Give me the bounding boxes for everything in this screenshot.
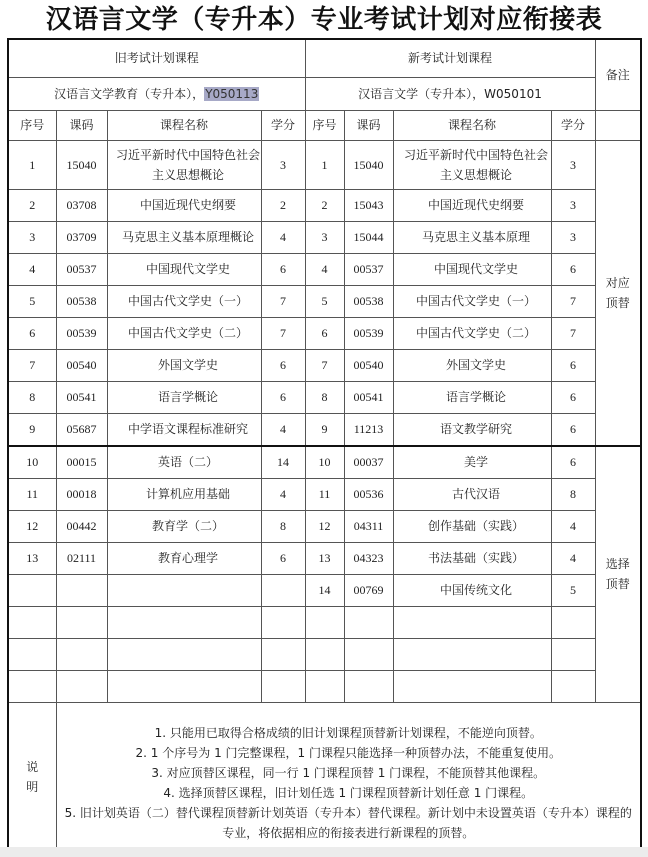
new-name-cell: 古代汉语 — [393, 478, 551, 510]
old-name-cell: 中国古代文学史（一） — [107, 285, 261, 317]
table-row — [8, 349, 641, 381]
table-row — [8, 413, 641, 446]
new-seq-cell: 3 — [305, 221, 344, 253]
new-code-cell: 00769 — [344, 574, 393, 606]
new-name-cell — [393, 670, 551, 702]
table-row — [8, 574, 641, 606]
new-name-cell: 语文教学研究 — [393, 413, 551, 446]
old-code-cell: 00538 — [56, 285, 107, 317]
old-credit-cell — [261, 574, 305, 606]
new-credit-cell: 6 — [551, 446, 595, 478]
new-seq-cell: 4 — [305, 253, 344, 285]
old-credit-cell: 2 — [261, 189, 305, 221]
old-seq-cell — [8, 638, 56, 670]
old-credit-cell: 8 — [261, 510, 305, 542]
old-name-cell: 外国文学史 — [107, 349, 261, 381]
old-seq-cell: 10 — [8, 446, 56, 478]
col-new-name: 课程名称 — [393, 110, 551, 140]
old-name-cell — [107, 638, 261, 670]
new-code-cell — [344, 606, 393, 638]
old-credit-cell: 3 — [261, 140, 305, 189]
new-credit-cell: 4 — [551, 542, 595, 574]
remark-text: 对应 — [605, 275, 630, 290]
old-code-cell: 00018 — [56, 478, 107, 510]
notes-content — [56, 702, 641, 852]
notes-label — [8, 702, 56, 852]
table-row — [8, 189, 641, 221]
new-credit-cell: 7 — [551, 317, 595, 349]
old-major-code-highlighted: Y050113 — [205, 86, 259, 101]
old-seq-cell: 9 — [8, 413, 56, 446]
old-code-cell: 00540 — [56, 349, 107, 381]
old-seq-cell: 1 — [8, 140, 56, 189]
old-seq-cell — [8, 670, 56, 702]
note-item: 4. 选择顶替区课程，旧计划任选 1 门课程顶替新计划任意 1 门课程。 — [163, 785, 534, 800]
new-name-cell: 中国近现代史纲要 — [393, 189, 551, 221]
page-bottom-band — [0, 847, 648, 857]
table-row — [8, 285, 641, 317]
new-seq-cell: 14 — [305, 574, 344, 606]
col-old-name: 课程名称 — [107, 110, 261, 140]
new-seq-cell — [305, 606, 344, 638]
old-credit-cell: 6 — [261, 253, 305, 285]
col-new-code: 课码 — [344, 110, 393, 140]
table-row — [8, 606, 641, 638]
old-name-cell: 习近平新时代中国特色社会主义思想概论 — [107, 140, 261, 189]
table-row — [8, 446, 641, 478]
new-credit-cell: 3 — [551, 221, 595, 253]
old-name-cell: 英语（二） — [107, 446, 261, 478]
new-seq-cell: 5 — [305, 285, 344, 317]
new-seq-cell: 8 — [305, 381, 344, 413]
old-seq-cell: 3 — [8, 221, 56, 253]
old-seq-cell: 13 — [8, 542, 56, 574]
new-code-cell: 11213 — [344, 413, 393, 446]
old-code-cell — [56, 670, 107, 702]
old-code-cell: 00539 — [56, 317, 107, 349]
old-code-cell: 03708 — [56, 189, 107, 221]
new-seq-cell: 6 — [305, 317, 344, 349]
note-item: 5. 旧计划英语（二）替代课程顶替新计划英语（专升本）替代课程。新计划中未设置英语（专升本）课程的专业，将依据相应的衔接表进行新课程的顶替。 — [64, 805, 632, 840]
col-remark-blank — [595, 110, 641, 140]
old-code-cell: 02111 — [56, 542, 107, 574]
notes-label-char: 明 — [26, 779, 39, 794]
old-name-cell: 教育心理学 — [107, 542, 261, 574]
table-row — [8, 253, 641, 285]
old-name-cell: 中国现代文学史 — [107, 253, 261, 285]
notes-row — [8, 702, 641, 852]
old-code-cell — [56, 606, 107, 638]
old-plan-header: 旧考试计划课程 — [8, 39, 305, 77]
old-code-cell: 00442 — [56, 510, 107, 542]
new-name-cell: 马克思主义基本原理 — [393, 221, 551, 253]
col-new-seq: 序号 — [305, 110, 344, 140]
remark-text: 顶替 — [605, 295, 630, 310]
old-seq-cell: 12 — [8, 510, 56, 542]
table-row — [8, 670, 641, 702]
new-code-cell: 00541 — [344, 381, 393, 413]
old-name-cell: 语言学概论 — [107, 381, 261, 413]
new-name-cell: 中国传统文化 — [393, 574, 551, 606]
new-credit-cell: 8 — [551, 478, 595, 510]
table-row — [8, 638, 641, 670]
old-name-cell: 马克思主义基本原理概论 — [107, 221, 261, 253]
old-seq-cell: 5 — [8, 285, 56, 317]
new-code-cell: 04323 — [344, 542, 393, 574]
new-credit-cell — [551, 606, 595, 638]
notes-label-char: 说 — [26, 759, 39, 774]
table-row — [8, 478, 641, 510]
new-name-cell: 习近平新时代中国特色社会主义思想概论 — [393, 140, 551, 189]
new-seq-cell — [305, 670, 344, 702]
new-name-cell: 中国古代文学史（一） — [393, 285, 551, 317]
new-name-cell: 美学 — [393, 446, 551, 478]
old-name-cell — [107, 574, 261, 606]
old-seq-cell — [8, 574, 56, 606]
col-old-code: 课码 — [56, 110, 107, 140]
new-seq-cell — [305, 638, 344, 670]
table-row — [8, 542, 641, 574]
old-credit-cell — [261, 606, 305, 638]
new-name-cell: 语言学概论 — [393, 381, 551, 413]
new-code-cell — [344, 670, 393, 702]
new-credit-cell: 6 — [551, 381, 595, 413]
new-credit-cell: 5 — [551, 574, 595, 606]
new-code-cell: 00537 — [344, 253, 393, 285]
old-code-cell: 05687 — [56, 413, 107, 446]
new-code-cell: 00037 — [344, 446, 393, 478]
old-name-cell — [107, 670, 261, 702]
new-seq-cell: 13 — [305, 542, 344, 574]
remark-cell — [595, 140, 641, 446]
new-seq-cell: 10 — [305, 446, 344, 478]
note-item: 1. 只能用已取得合格成绩的旧计划课程顶替新计划课程，不能逆向顶替。 — [154, 725, 542, 740]
old-name-cell: 中学语文课程标准研究 — [107, 413, 261, 446]
old-code-cell: 15040 — [56, 140, 107, 189]
old-credit-cell: 4 — [261, 478, 305, 510]
new-code-cell: 04311 — [344, 510, 393, 542]
new-credit-cell: 3 — [551, 189, 595, 221]
new-seq-cell: 9 — [305, 413, 344, 446]
table-row — [8, 140, 641, 189]
table-row — [8, 221, 641, 253]
old-code-cell: 00537 — [56, 253, 107, 285]
new-name-cell — [393, 606, 551, 638]
old-credit-cell: 14 — [261, 446, 305, 478]
old-credit-cell — [261, 670, 305, 702]
old-name-cell: 计算机应用基础 — [107, 478, 261, 510]
new-code-cell: 15040 — [344, 140, 393, 189]
new-code-cell: 00536 — [344, 478, 393, 510]
new-credit-cell — [551, 638, 595, 670]
new-major-cell: 汉语言文学（专升本），W050101 — [305, 77, 595, 110]
old-name-cell: 中国古代文学史（二） — [107, 317, 261, 349]
table-row — [8, 381, 641, 413]
new-name-cell: 书法基础（实践） — [393, 542, 551, 574]
new-name-cell: 中国古代文学史（二） — [393, 317, 551, 349]
old-seq-cell: 6 — [8, 317, 56, 349]
old-seq-cell: 11 — [8, 478, 56, 510]
new-code-cell: 00539 — [344, 317, 393, 349]
old-credit-cell: 4 — [261, 221, 305, 253]
remark-text: 选择 — [605, 557, 630, 572]
old-name-cell: 教育学（二） — [107, 510, 261, 542]
new-code-cell: 00538 — [344, 285, 393, 317]
old-seq-cell: 8 — [8, 381, 56, 413]
old-major-name: 汉语言文学教育（专升本）， — [54, 86, 205, 101]
old-name-cell: 中国近现代史纲要 — [107, 189, 261, 221]
new-code-cell: 00540 — [344, 349, 393, 381]
new-credit-cell — [551, 670, 595, 702]
old-credit-cell: 6 — [261, 349, 305, 381]
new-code-cell — [344, 638, 393, 670]
new-name-cell: 中国现代文学史 — [393, 253, 551, 285]
new-seq-cell: 1 — [305, 140, 344, 189]
note-item: 2. 1 个序号为 1 门完整课程，1 门课程只能选择一种顶替办法，不能重复使用。 — [135, 745, 561, 760]
new-code-cell: 15043 — [344, 189, 393, 221]
new-credit-cell: 6 — [551, 253, 595, 285]
old-code-cell: 00541 — [56, 381, 107, 413]
page-title: 汉语言文学（专升本）专业考试计划对应衔接表 — [45, 5, 603, 35]
old-credit-cell — [261, 638, 305, 670]
new-name-cell: 外国文学史 — [393, 349, 551, 381]
new-seq-cell: 2 — [305, 189, 344, 221]
old-code-cell — [56, 638, 107, 670]
course-mapping-table — [7, 38, 642, 853]
old-code-cell — [56, 574, 107, 606]
remark-header: 备注 — [595, 39, 641, 110]
old-name-cell — [107, 606, 261, 638]
old-major-cell — [8, 77, 305, 110]
old-seq-cell: 2 — [8, 189, 56, 221]
old-credit-cell: 7 — [261, 285, 305, 317]
old-code-cell: 03709 — [56, 221, 107, 253]
table-row — [8, 317, 641, 349]
new-credit-cell: 7 — [551, 285, 595, 317]
old-credit-cell: 6 — [261, 381, 305, 413]
new-seq-cell: 7 — [305, 349, 344, 381]
table-row — [8, 510, 641, 542]
col-old-credit: 学分 — [261, 110, 305, 140]
new-name-cell: 创作基础（实践） — [393, 510, 551, 542]
new-name-cell — [393, 638, 551, 670]
new-seq-cell: 12 — [305, 510, 344, 542]
new-seq-cell: 11 — [305, 478, 344, 510]
new-credit-cell: 6 — [551, 413, 595, 446]
new-credit-cell: 3 — [551, 140, 595, 189]
remark-cell — [595, 446, 641, 702]
old-credit-cell: 7 — [261, 317, 305, 349]
new-plan-header: 新考试计划课程 — [305, 39, 595, 77]
new-credit-cell: 6 — [551, 349, 595, 381]
old-credit-cell: 6 — [261, 542, 305, 574]
note-item: 3. 对应顶替区课程，同一行 1 门课程顶替 1 门课程，不能顶替其他课程。 — [151, 765, 546, 780]
old-code-cell: 00015 — [56, 446, 107, 478]
old-seq-cell: 4 — [8, 253, 56, 285]
remark-text: 顶替 — [605, 577, 630, 592]
new-code-cell: 15044 — [344, 221, 393, 253]
old-credit-cell: 4 — [261, 413, 305, 446]
old-seq-cell: 7 — [8, 349, 56, 381]
new-credit-cell: 4 — [551, 510, 595, 542]
old-seq-cell — [8, 606, 56, 638]
col-old-seq: 序号 — [8, 110, 56, 140]
col-new-credit: 学分 — [551, 110, 595, 140]
